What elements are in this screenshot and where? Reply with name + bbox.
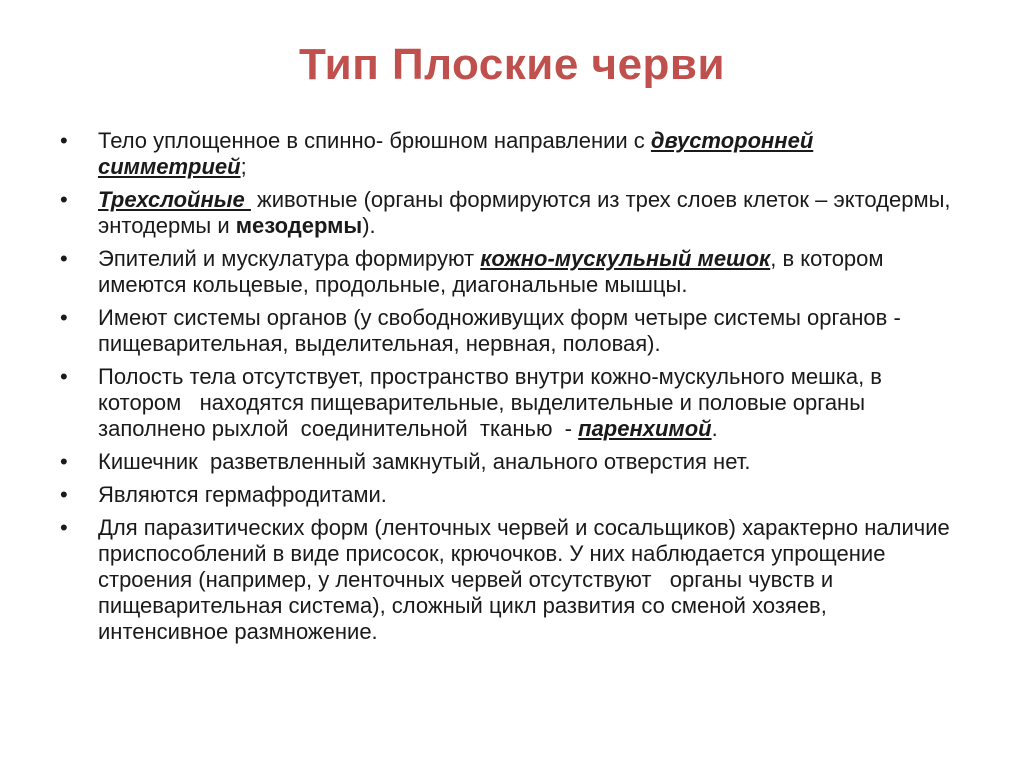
bullet-item-skin-muscle-sac: [60, 246, 960, 298]
bullet-text: .: [711, 416, 718, 441]
bullet-text: животные (органы формируются из трех слоев клеток – эктодермы, энтодермы и: [98, 187, 957, 238]
bullet-text: ).: [362, 213, 376, 238]
bullet-text: Полость тела отсутствует, пространство внутри кожно-мускульного мешка, в котором находятся пищеварительные, выделительные и половые органы заполнено рыхлой соединительной тканью -: [98, 364, 889, 441]
bullet-text: Являются гермафродитами.: [98, 482, 387, 507]
bullet-item-intestine: [60, 449, 960, 475]
bullet-list: [60, 128, 960, 652]
bullet-bold: мезодермы: [235, 213, 363, 238]
bullet-item-body-cavity: [60, 364, 960, 442]
bullet-text: Эпителий и мускулатура формируют: [98, 246, 481, 271]
bullet-emphasis: паренхимой: [578, 416, 712, 441]
bullet-item-organ-systems: [60, 305, 960, 357]
bullet-text: ;: [240, 154, 247, 179]
bullet-text: Для паразитических форм (ленточных червей и сосальщиков) характерно наличие приспособлений в виде присосок, крючочков. У них наблюдается упрощение строения (например, у ленточных червей отсутствуют органы чувств и пищеварительная система), сложный цикл развития со сменой хозяев, интенсивное размножение.: [98, 515, 962, 644]
bullet-emphasis: Трехслойные: [98, 187, 251, 212]
bullet-item-body-shape: [60, 128, 960, 180]
bullet-item-hermaphrodites: [60, 482, 960, 508]
bullet-text: Тело уплощенное в спинно- брюшном направлении с: [98, 128, 651, 153]
bullet-text: Имеют системы органов (у свободноживущих форм четыре системы органов - пищеварительная, выделительная, нервная, половая).: [98, 305, 932, 356]
bullet-emphasis: кожно-мускульный мешок: [480, 246, 771, 271]
bullet-emphasis: двусторонней симметрией: [98, 128, 814, 179]
bullet-text: Кишечник разветвленный замкнутый, анального отверстия нет.: [98, 449, 751, 474]
bullet-item-three-layers: [60, 187, 960, 239]
bullet-text: , в котором имеются кольцевые, продольные, диагональные мышцы.: [98, 246, 890, 297]
bullet-item-parasitic-forms: [60, 515, 960, 645]
slide-title: Тип Плоские черви: [298, 40, 726, 89]
